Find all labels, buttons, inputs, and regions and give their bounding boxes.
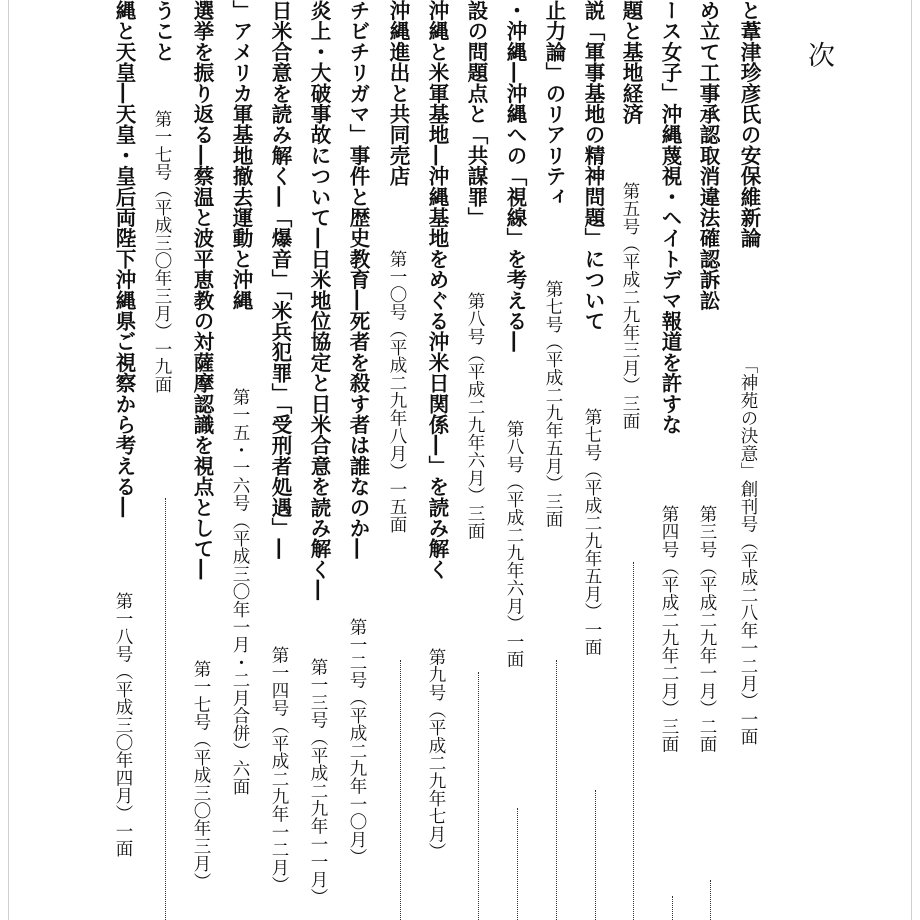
entry-title: 日米合意を読み解く―「爆音」「米兵犯罪」「受刑者処遇」―: [268, 0, 292, 560]
page-border-right: [911, 0, 912, 920]
toc-entry[interactable]: [734, 0, 770, 920]
toc-entry[interactable]: [343, 0, 379, 920]
toc-entry[interactable]: [693, 0, 729, 920]
entry-issue: 第一七号（平成三〇年三月）: [191, 660, 211, 891]
entry-title: と葦津珍彦氏の安保維新論: [737, 0, 761, 249]
leader-dots: [672, 896, 673, 920]
toc-entry[interactable]: [226, 0, 262, 920]
entry-title: 」アメリカ軍基地撤去運動と沖縄: [229, 0, 253, 311]
entry-title: 止力論」のリアリティ: [542, 0, 566, 207]
toc-entry[interactable]: [655, 0, 691, 920]
toc-heading: 次: [808, 41, 835, 72]
toc-entry[interactable]: [187, 0, 223, 920]
toc-entry[interactable]: [461, 0, 497, 920]
entry-issue: 第四号（平成二九年二月）三面: [659, 505, 679, 753]
entry-title: 沖縄と米軍基地―沖縄基地をめぐる沖米日関係―」を読み解く: [425, 0, 449, 580]
leader-dots: [165, 498, 166, 920]
page-border-left: [8, 0, 9, 920]
entry-title: 題と基地経済: [619, 0, 643, 125]
leader-dots: [400, 660, 401, 920]
entry-issue: 第一七号（平成三〇年三月）一九面: [152, 110, 172, 394]
entry-issue: 第八号（平成二九年六月）一面: [504, 420, 524, 668]
toc-entry[interactable]: [539, 0, 575, 920]
entry-issue: 「神苑の決意」創刊号（平成二八年一二月）一面: [738, 356, 758, 746]
entry-title: め立て工事承認取消違法確認訴訟: [696, 0, 720, 311]
leader-dots: [633, 562, 634, 920]
entry-issue: 第一〇号（平成二九年八月）一五面: [387, 250, 407, 534]
entry-title: ・沖縄―沖縄への「視線」を考える―: [503, 0, 527, 352]
leader-dots: [517, 808, 518, 920]
entry-issue: 第一二号（平成二九年一〇月）: [347, 618, 367, 866]
entry-title: 設の問題点と「共謀罪」: [464, 0, 488, 228]
toc-entry[interactable]: [616, 0, 652, 920]
entry-issue: 第一五・一六号（平成三〇年一月・二月合併）六面: [230, 388, 250, 796]
toc-entry[interactable]: [500, 0, 536, 920]
entry-issue: 第九号（平成二九年七月）: [426, 648, 446, 861]
leader-dots: [478, 672, 479, 920]
entry-title: 選挙を振り返る―蔡温と波平恵教の対薩摩認識を視点として―: [190, 0, 214, 580]
entry-title: うこと: [151, 0, 175, 63]
entry-title: ース女子」沖縄蔑視・ヘイトデマ報道を許すな: [658, 0, 682, 435]
entry-issue: 第七号（平成二九年五月）一面: [582, 408, 602, 656]
entry-issue: 第七号（平成二九年五月）三面: [543, 280, 563, 528]
entry-issue: 第八号（平成二九年六月）三面: [465, 292, 485, 540]
entry-issue: 第一八号（平成三〇年四月）一面: [113, 592, 133, 858]
entry-issue: 第一三号（平成二九年一一月）: [308, 658, 328, 906]
entry-issue: 第一四号（平成二九年一二月）: [269, 646, 289, 894]
toc-entry[interactable]: [383, 0, 419, 920]
entry-issue: 第五号（平成二九年三月）三面: [620, 182, 640, 430]
entry-title: チビチリガマ」事件と歴史教育―死者を殺す者は誰なのか―: [346, 0, 370, 559]
entry-issue: 第三号（平成二九年一月）二面: [697, 505, 717, 753]
toc-entry[interactable]: [422, 0, 458, 920]
toc-entry[interactable]: [148, 0, 184, 920]
entry-title: 沖縄進出と共同売店: [386, 0, 410, 187]
toc-entry[interactable]: [109, 0, 145, 920]
toc-entry[interactable]: [265, 0, 301, 920]
leader-dots: [710, 880, 711, 920]
leader-dots: [595, 790, 596, 920]
leader-dots: [556, 660, 557, 920]
entry-title: 縄と天皇―天皇・皇后両陛下沖縄県ご視察から考える―: [112, 0, 136, 518]
toc-entry[interactable]: [578, 0, 614, 920]
entry-title: 炎上・大破事故について―日米地位協定と日米合意を読み解く―: [307, 0, 331, 601]
entry-title: 説「軍事基地の精神問題」について: [581, 0, 605, 332]
toc-entry[interactable]: [304, 0, 340, 920]
